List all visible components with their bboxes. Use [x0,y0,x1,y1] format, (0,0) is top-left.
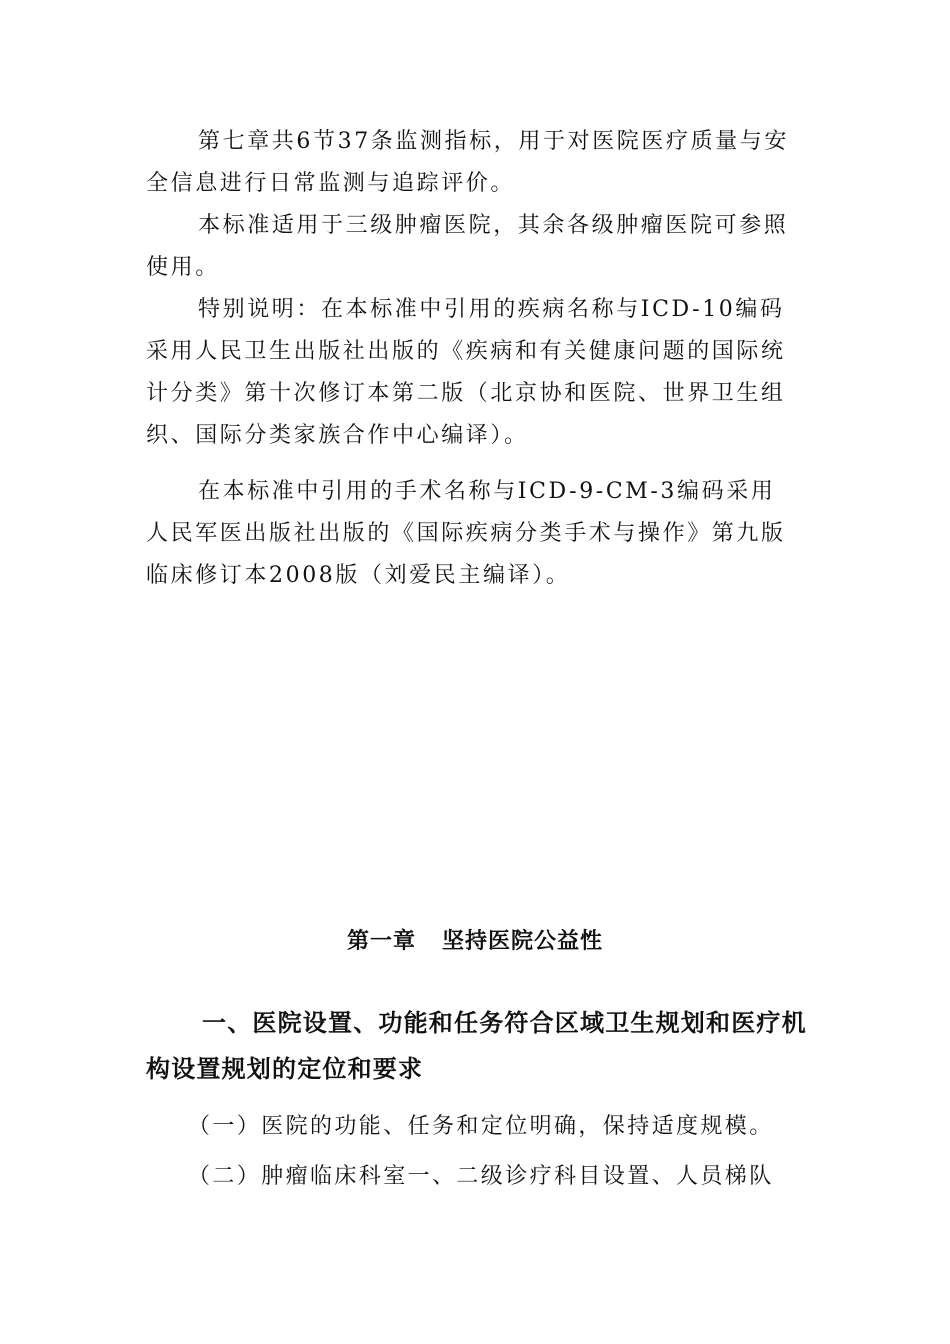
paragraph-monitoring-indicators: 第七章共6节37条监测指标，用于对医院医疗质量与安全信息进行日常监测与追踪评价。 [146,129,789,196]
paragraph-special-note-icd10: 特别说明：在本标准中引用的疾病名称与ICD-10编码采用人民卫生出版社出版的《疾病和有关健康问题的国际统计分类》第十次修订本第二版（北京协和医院、世界卫生组织、国际分类家族合作中心编译）。 [146,297,786,448]
paragraph-applicability: 本标准适用于三级肿瘤医院，其余各级肿瘤医院可参照使用。 [146,213,789,280]
paragraph-icd9-surgery-names: 在本标准中引用的手术名称与ICD-9-CM-3编码采用人民军医出版社出版的《国际疾病分类手术与操作》第九版临床修订本2008版（刘爱民主编译）。 [146,479,786,588]
list-item: （二）肿瘤临床科室一、二级诊疗科目设置、人员梯队 [188,1164,774,1189]
chapter-title: 第一章 坚持医院公益性 [347,929,603,954]
section-heading: 一、医院设置、功能和任务符合区域卫生规划和医疗机构设置规划的定位和要求 [146,1009,807,1083]
list-item: （一）医院的功能、任务和定位明确，保持适度规模。 [188,1114,774,1139]
